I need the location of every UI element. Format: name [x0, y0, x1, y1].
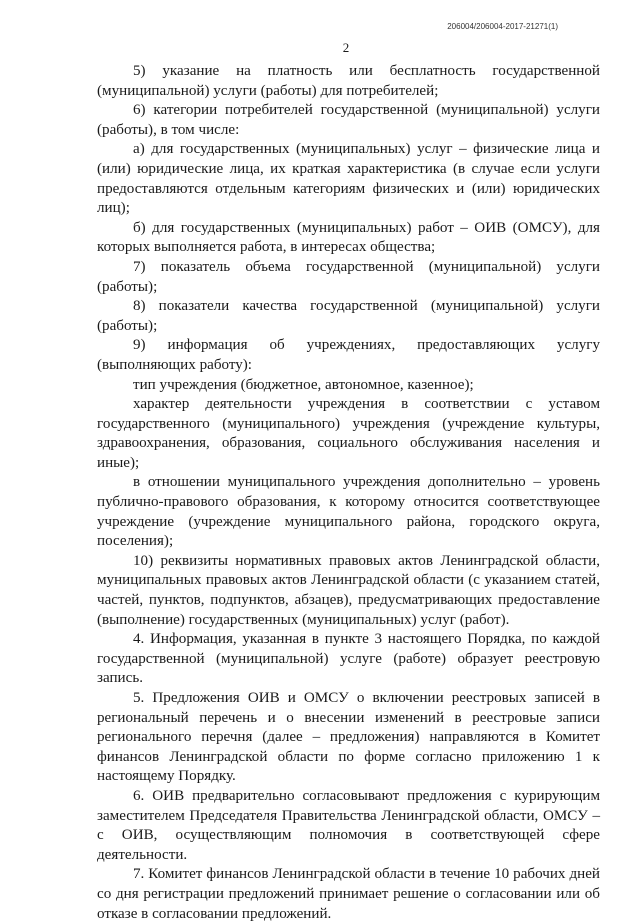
- paragraph: в отношении муниципального учреждения дополнительно – уровень публично-правового образования, к которому относится соответствующее учреждение (учреждение муниципального района, городского округа, поселения);: [97, 474, 600, 550]
- paragraph: 4. Информация, указанная в пункте 3 настоящего Порядка, по каждой государственной (муниципальной) услуге (работе) образует реестровую запись.: [97, 631, 600, 687]
- paragraph: 9) информация об учреждениях, предоставляющих услугу (выполняющих работу):: [97, 337, 600, 373]
- paragraph: характер деятельности учреждения в соответствии с уставом государственного (муниципального) учреждения (учреждение культуры, здравоохранения, образования, социального обслуживания населения и иные);: [97, 396, 600, 471]
- document-body: [97, 62, 600, 924]
- paragraph: б) для государственных (муниципальных) работ – ОИВ (ОМСУ), для которых выполняется работа, в интересах общества;: [97, 219, 600, 256]
- paragraph: 5) указание на платность или бесплатность государственной (муниципальной) услуги (работы) для потребителей;: [97, 63, 600, 99]
- paragraph: 8) показатели качества государственной (муниципальной) услуги (работы);: [97, 298, 600, 334]
- paragraph: 10) реквизиты нормативных правовых актов Ленинградской области, муниципальных правовых актов Ленинградской области (с указанием статей, частей, пунктов, подпунктов, абзацев), предусматривающих предоставление (выполнение) государственных (муниципальных) услуг (работ).: [97, 552, 600, 628]
- paragraph: тип учреждения (бюджетное, автономное, казенное);: [133, 376, 474, 393]
- paragraph: 7) показатель объема государственной (муниципальной) услуги (работы);: [97, 258, 600, 295]
- paragraph: 6. ОИВ предварительно согласовывают предложения с курирующим заместителем Председателя Правительства Ленинградской области, ОМСУ – с ОИВ, осуществляющим полномочия в соответствующей сфере деятельности.: [97, 787, 600, 863]
- paragraph: 5. Предложения ОИВ и ОМСУ о включении реестровых записей в региональный перечень и о внесении изменений в реестровые записи регионального перечня (далее – предложения) направляются в Комитет финансов Ленинградской области по форме согласно приложению 1 к настоящему Порядку.: [97, 690, 600, 785]
- paragraph: а) для государственных (муниципальных) услуг – физические лица и (или) юридические лица, их краткая характеристика (в случае если услуги предоставляются отдельным категориям физических и (или) юридических лиц);: [97, 141, 600, 217]
- paragraph: 6) категории потребителей государственной (муниципальной) услуги (работы), в том числе:: [97, 102, 600, 138]
- document-id: 206004/206004-2017-21271(1): [447, 22, 558, 31]
- paragraph: 7. Комитет финансов Ленинградской области в течение 10 рабочих дней со дня регистрации предложений принимает решение о согласовании или об отказе в согласовании предложений.: [97, 866, 600, 922]
- page-number: 2: [342, 40, 350, 55]
